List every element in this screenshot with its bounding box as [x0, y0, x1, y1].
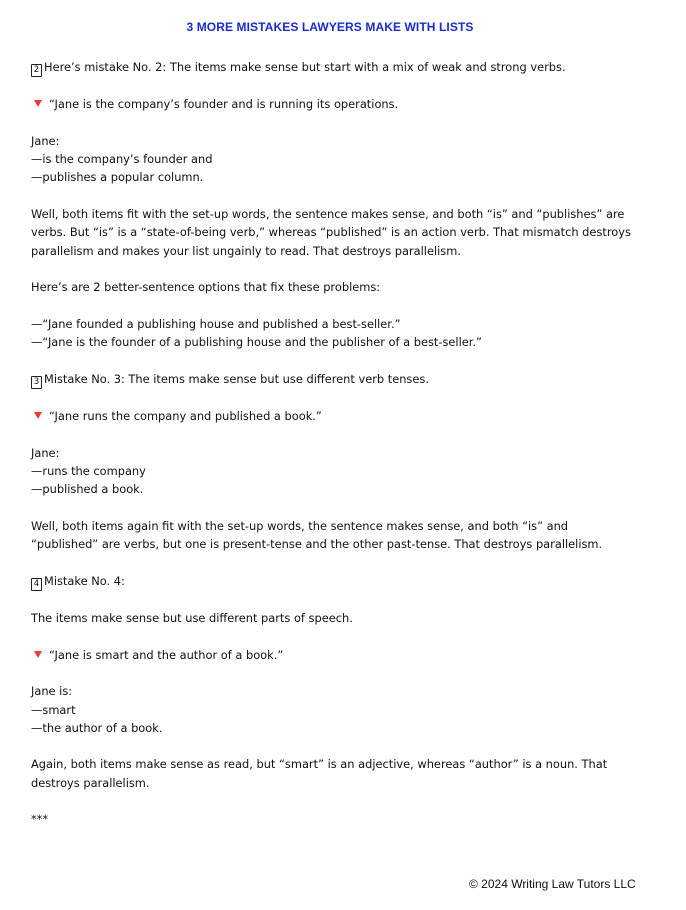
mistake-2-list-intro: Jane:	[31, 133, 60, 148]
mistake-2-option: —“Jane is the founder of a publishing house and the publisher of a best-seller.”	[31, 335, 482, 350]
mistake-4-heading-text: Mistake No. 4:	[44, 573, 125, 588]
section-separator: ***	[31, 812, 49, 827]
mistake-3-example-text: “Jane runs the company and published a book.”	[49, 409, 322, 424]
mistake-3-heading	[31, 370, 631, 389]
mistake-2-example-text: “Jane is the company’s founder and is running its operations.	[49, 97, 399, 112]
red-triangle-down-icon	[34, 412, 42, 419]
mistake-3-example	[31, 407, 631, 425]
keycap-number-icon: 3	[31, 376, 42, 389]
article-body	[31, 58, 631, 847]
keycap-number-icon: 2	[31, 64, 42, 77]
page-title: 3 MORE MISTAKES LAWYERS MAKE WITH LISTS	[186, 20, 474, 34]
mistake-3-list-item: —published a book.	[31, 482, 144, 497]
mistake-2-option: —“Jane founded a publishing house and published a best-seller.”	[31, 316, 401, 331]
copyright-footer: © 2024 Writing Law Tutors LLC	[469, 877, 636, 891]
mistake-3-explanation: Well, both items again fit with the set-up words, the sentence makes sense, and both “is” and “published” are verbs, but one is present-tense and the other past-tense. That destroys parallelism.	[31, 518, 603, 552]
keycap-number-icon: 4	[31, 578, 42, 591]
mistake-2-options-intro: Here’s are 2 better-sentence options that fix these problems:	[31, 280, 381, 295]
mistake-2-heading	[31, 58, 631, 77]
red-triangle-down-icon	[34, 100, 42, 107]
mistake-4-list-item: —smart	[31, 702, 76, 717]
mistake-2-heading-text: Here’s mistake No. 2: The items make sense but start with a mix of weak and strong verbs.	[44, 60, 566, 74]
mistake-4-list-item: —the author of a book.	[31, 720, 163, 735]
red-triangle-down-icon	[34, 651, 42, 658]
mistake-3-list-intro: Jane:	[31, 445, 60, 460]
mistake-4-heading	[31, 572, 631, 591]
mistake-4-example-text: “Jane is smart and the author of a book.”	[49, 647, 284, 662]
mistake-2-list-item: —publishes a popular column.	[31, 170, 204, 185]
mistake-2-explanation: Well, both items fit with the set-up words, the sentence makes sense, and both “is” and “publishes” are verbs. But “is” is a “state-of-being verb,” whereas “published” is an action verb. That mismatch destroys parallelism and makes your list ungainly to read. That destroys parallelism.	[31, 207, 631, 258]
mistake-4-list-intro: Jane is:	[31, 684, 73, 699]
mistake-2-list-item: —is the company’s founder and	[31, 152, 213, 167]
mistake-4-subheading: The items make sense but use different parts of speech.	[31, 611, 353, 626]
mistake-3-heading-text: Mistake No. 3: The items make sense but use different verb tenses.	[44, 371, 429, 386]
mistake-4-explanation: Again, both items make sense as read, but “smart” is an adjective, whereas “author” is a noun. That destroys parallelism.	[31, 757, 608, 790]
mistake-4-example	[31, 646, 631, 664]
mistake-2-example	[31, 95, 631, 113]
mistake-3-list-item: —runs the company	[31, 463, 146, 478]
